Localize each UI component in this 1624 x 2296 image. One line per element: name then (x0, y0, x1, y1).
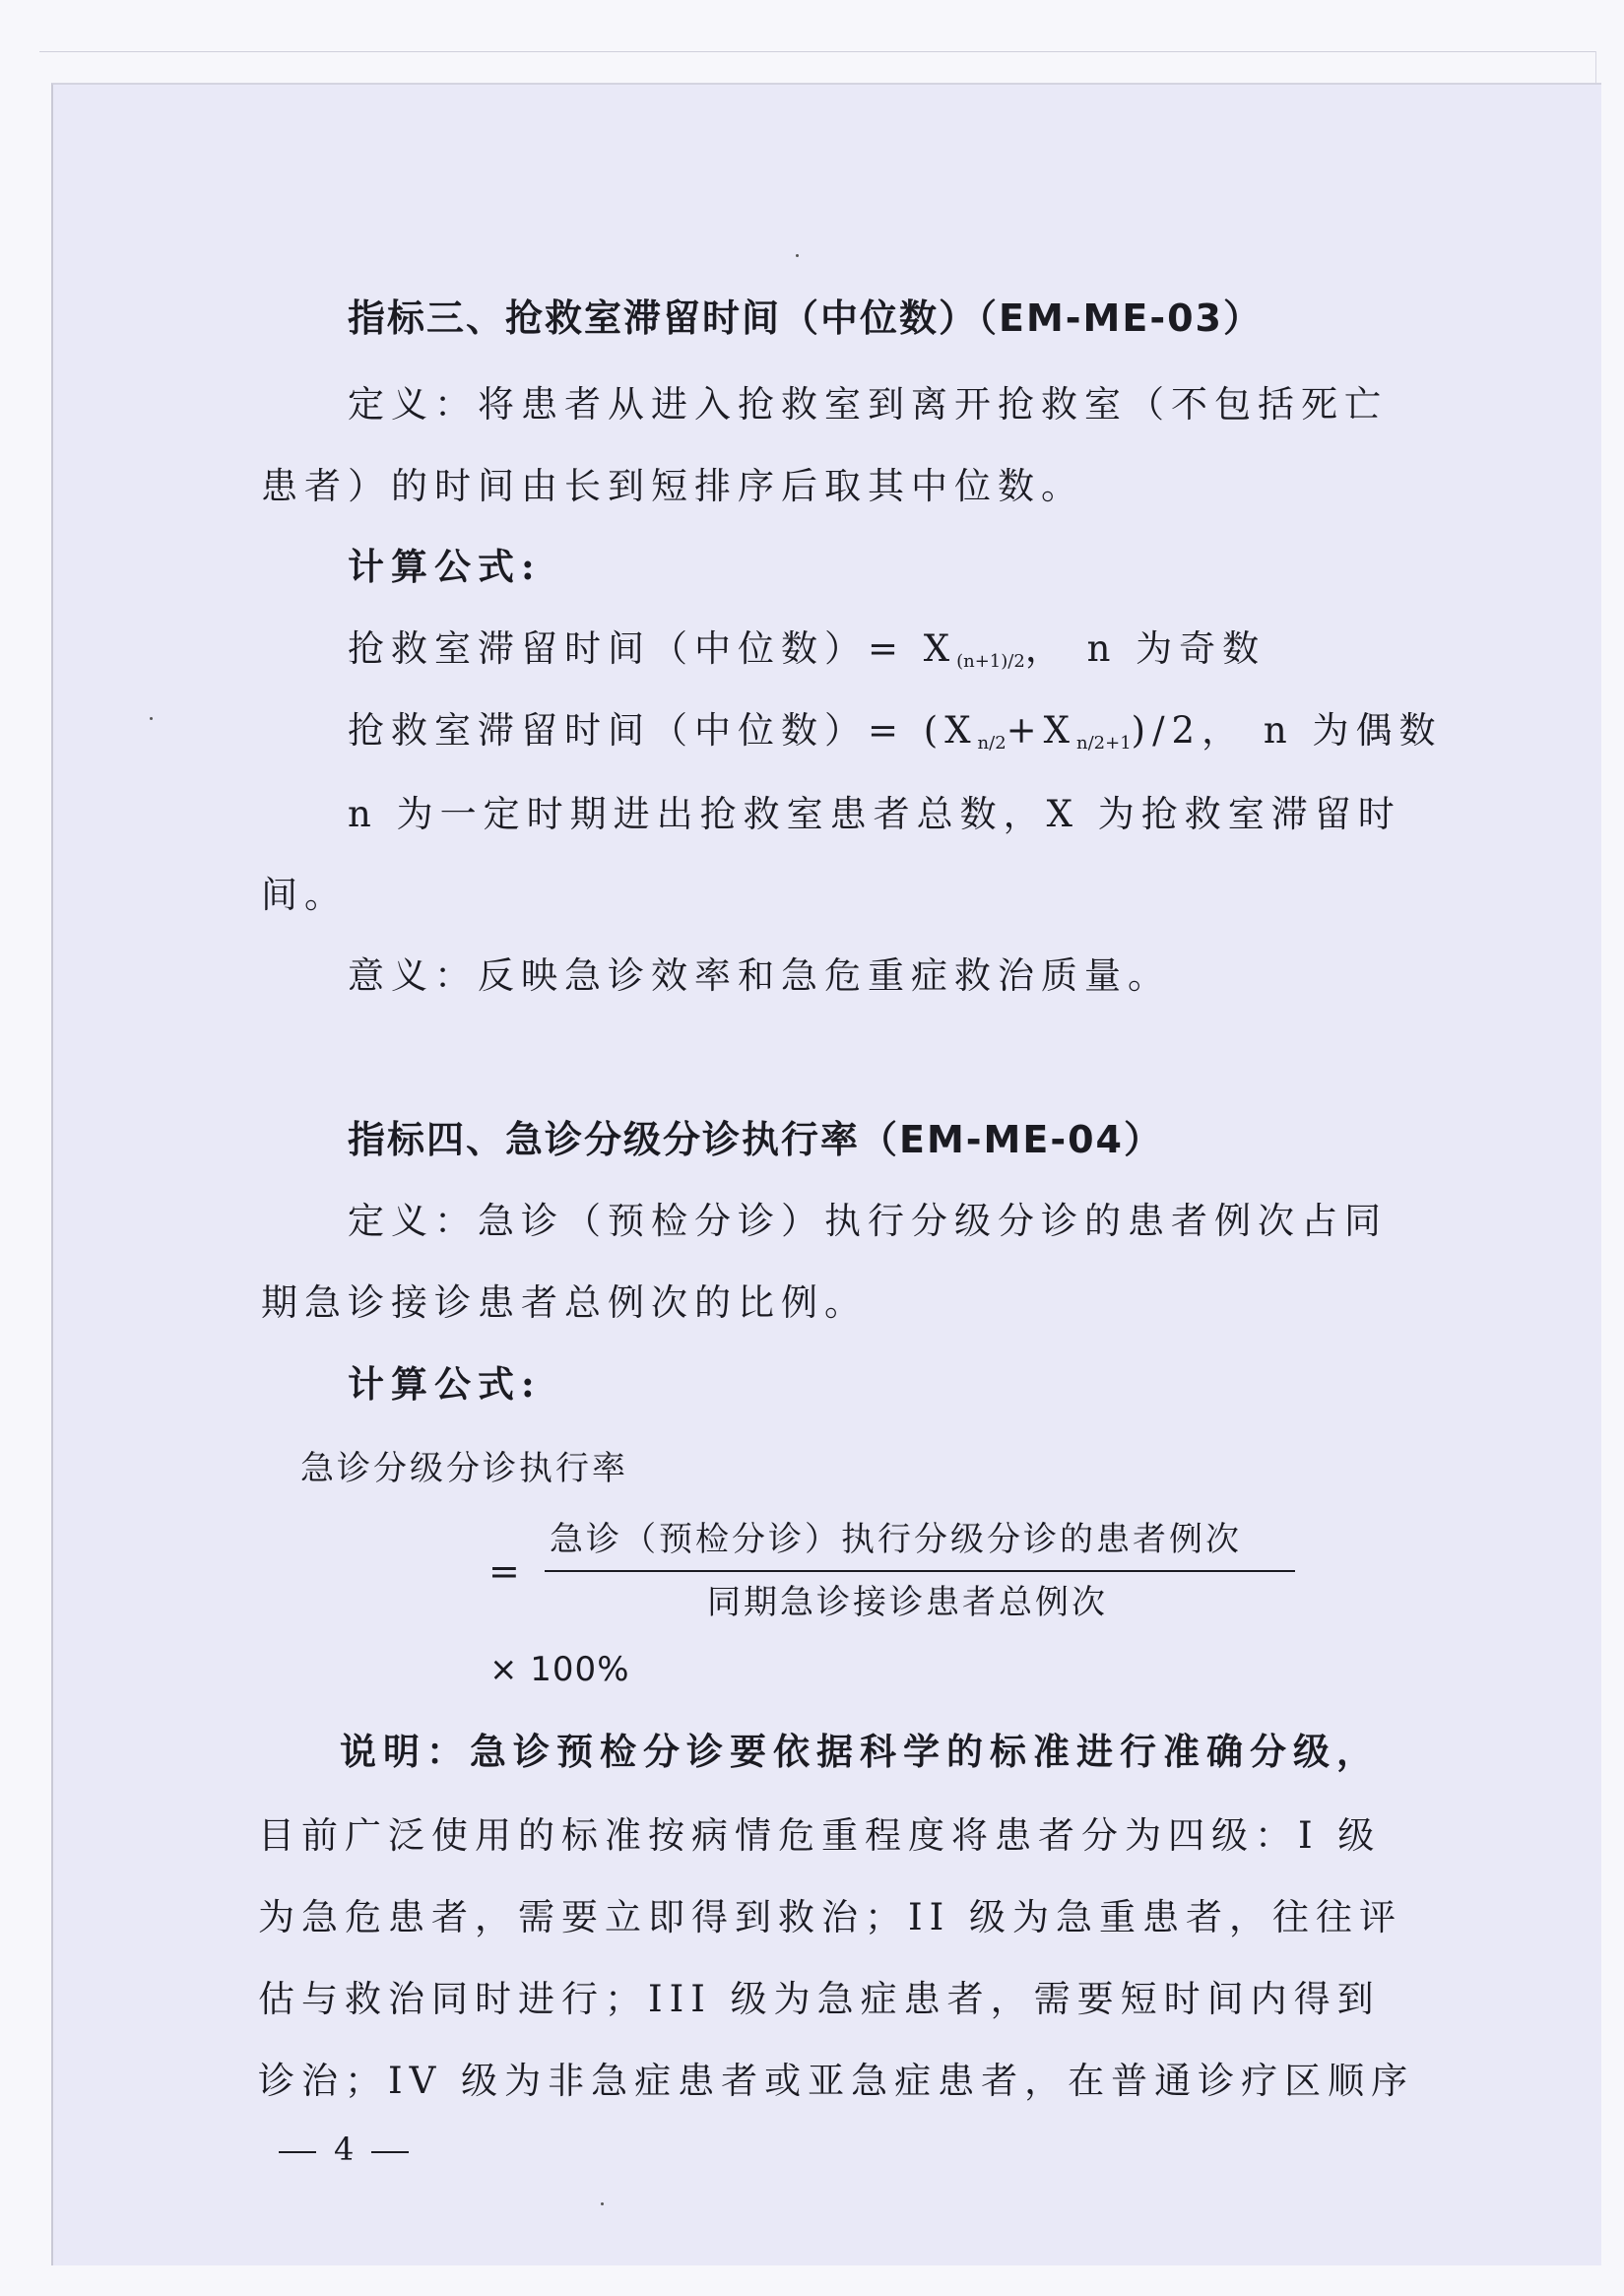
section3-definition-line2: 患者）的时间由长到短排序后取其中位数。 (261, 465, 1084, 507)
formula-even-suffix: )/2， n 为偶数 (1131, 709, 1443, 752)
explain-line5: 诊治；IV 级为非急症患者或亚急症患者，在普通诊疗区顺序 (258, 2060, 1415, 2102)
section4-title: 指标四、急诊分级分诊执行率（EM-ME-04） (348, 1118, 1163, 1161)
multiplier: × 100% (489, 1650, 630, 1689)
section3-formula-odd (348, 627, 1267, 672)
section3-note-line1: n 为一定时期进出抢救室患者总数，X 为抢救室滞留时 (348, 793, 1401, 835)
footer-dash-right (371, 2151, 409, 2153)
rate-label: 急诊分级分诊执行率 (300, 1449, 628, 1488)
formula-even-subscript-2: n/2+1 (1076, 733, 1132, 754)
section4-formula-label: 计算公式: (348, 1362, 542, 1406)
formula-even-mid: +X (1006, 709, 1076, 752)
section3-formula-even (348, 709, 1443, 754)
page-footer (279, 2131, 409, 2168)
scan-edge-top (39, 51, 1595, 52)
scan-speck (796, 254, 799, 257)
footer-dash-left (279, 2151, 316, 2153)
explain-line4: 估与救治同时进行；III 级为急症患者，需要短时间内得到 (258, 1978, 1381, 2020)
formula-odd-prefix: 抢救室滞留时间（中位数）= X (348, 627, 957, 670)
equals-sign: = (488, 1549, 520, 1593)
fraction-denominator: 同期急诊接诊患者总例次 (707, 1583, 1108, 1622)
section3-definition-line1: 定义：将患者从进入抢救室到离开抢救室（不包括死亡 (348, 383, 1388, 426)
scan-speck (601, 2202, 604, 2205)
explain-line2: 目前广泛使用的标准按病情危重程度将患者分为四级：I 级 (258, 1814, 1382, 1857)
section3-meaning: 意义：反映急诊效率和急危重症救治质量。 (348, 954, 1171, 997)
section3-title: 指标三、抢救室滞留时间（中位数）（EM-ME-03） (348, 296, 1263, 340)
explain-line1 (340, 1730, 1380, 1773)
formula-odd-subscript: (n+1)/2 (956, 651, 1025, 672)
section4-definition-line2: 期急诊接诊患者总例次的比例。 (261, 1281, 868, 1324)
fraction-bar (545, 1570, 1295, 1572)
formula-even-prefix: 抢救室滞留时间（中位数）= (X (348, 709, 978, 752)
section3-formula-label: 计算公式: (348, 545, 542, 588)
formula-even-subscript-1: n/2 (977, 733, 1007, 754)
fraction-numerator: 急诊（预检分诊）执行分级分诊的患者例次 (550, 1520, 1242, 1559)
section3-note-line2: 间。 (261, 874, 348, 916)
scan-speck (150, 717, 153, 720)
section4-definition-line1: 定义：急诊（预检分诊）执行分级分诊的患者例次占同 (348, 1200, 1388, 1242)
page-number: 4 (334, 2131, 355, 2168)
explain-line3: 为急危患者，需要立即得到救治；II 级为急重患者，往往评 (258, 1896, 1402, 1938)
formula-odd-suffix: ， n 为奇数 (1024, 627, 1267, 670)
explain-line1-text: 说明：急诊预检分诊要依据科学的标准进行准确分级， (340, 1730, 1380, 1773)
